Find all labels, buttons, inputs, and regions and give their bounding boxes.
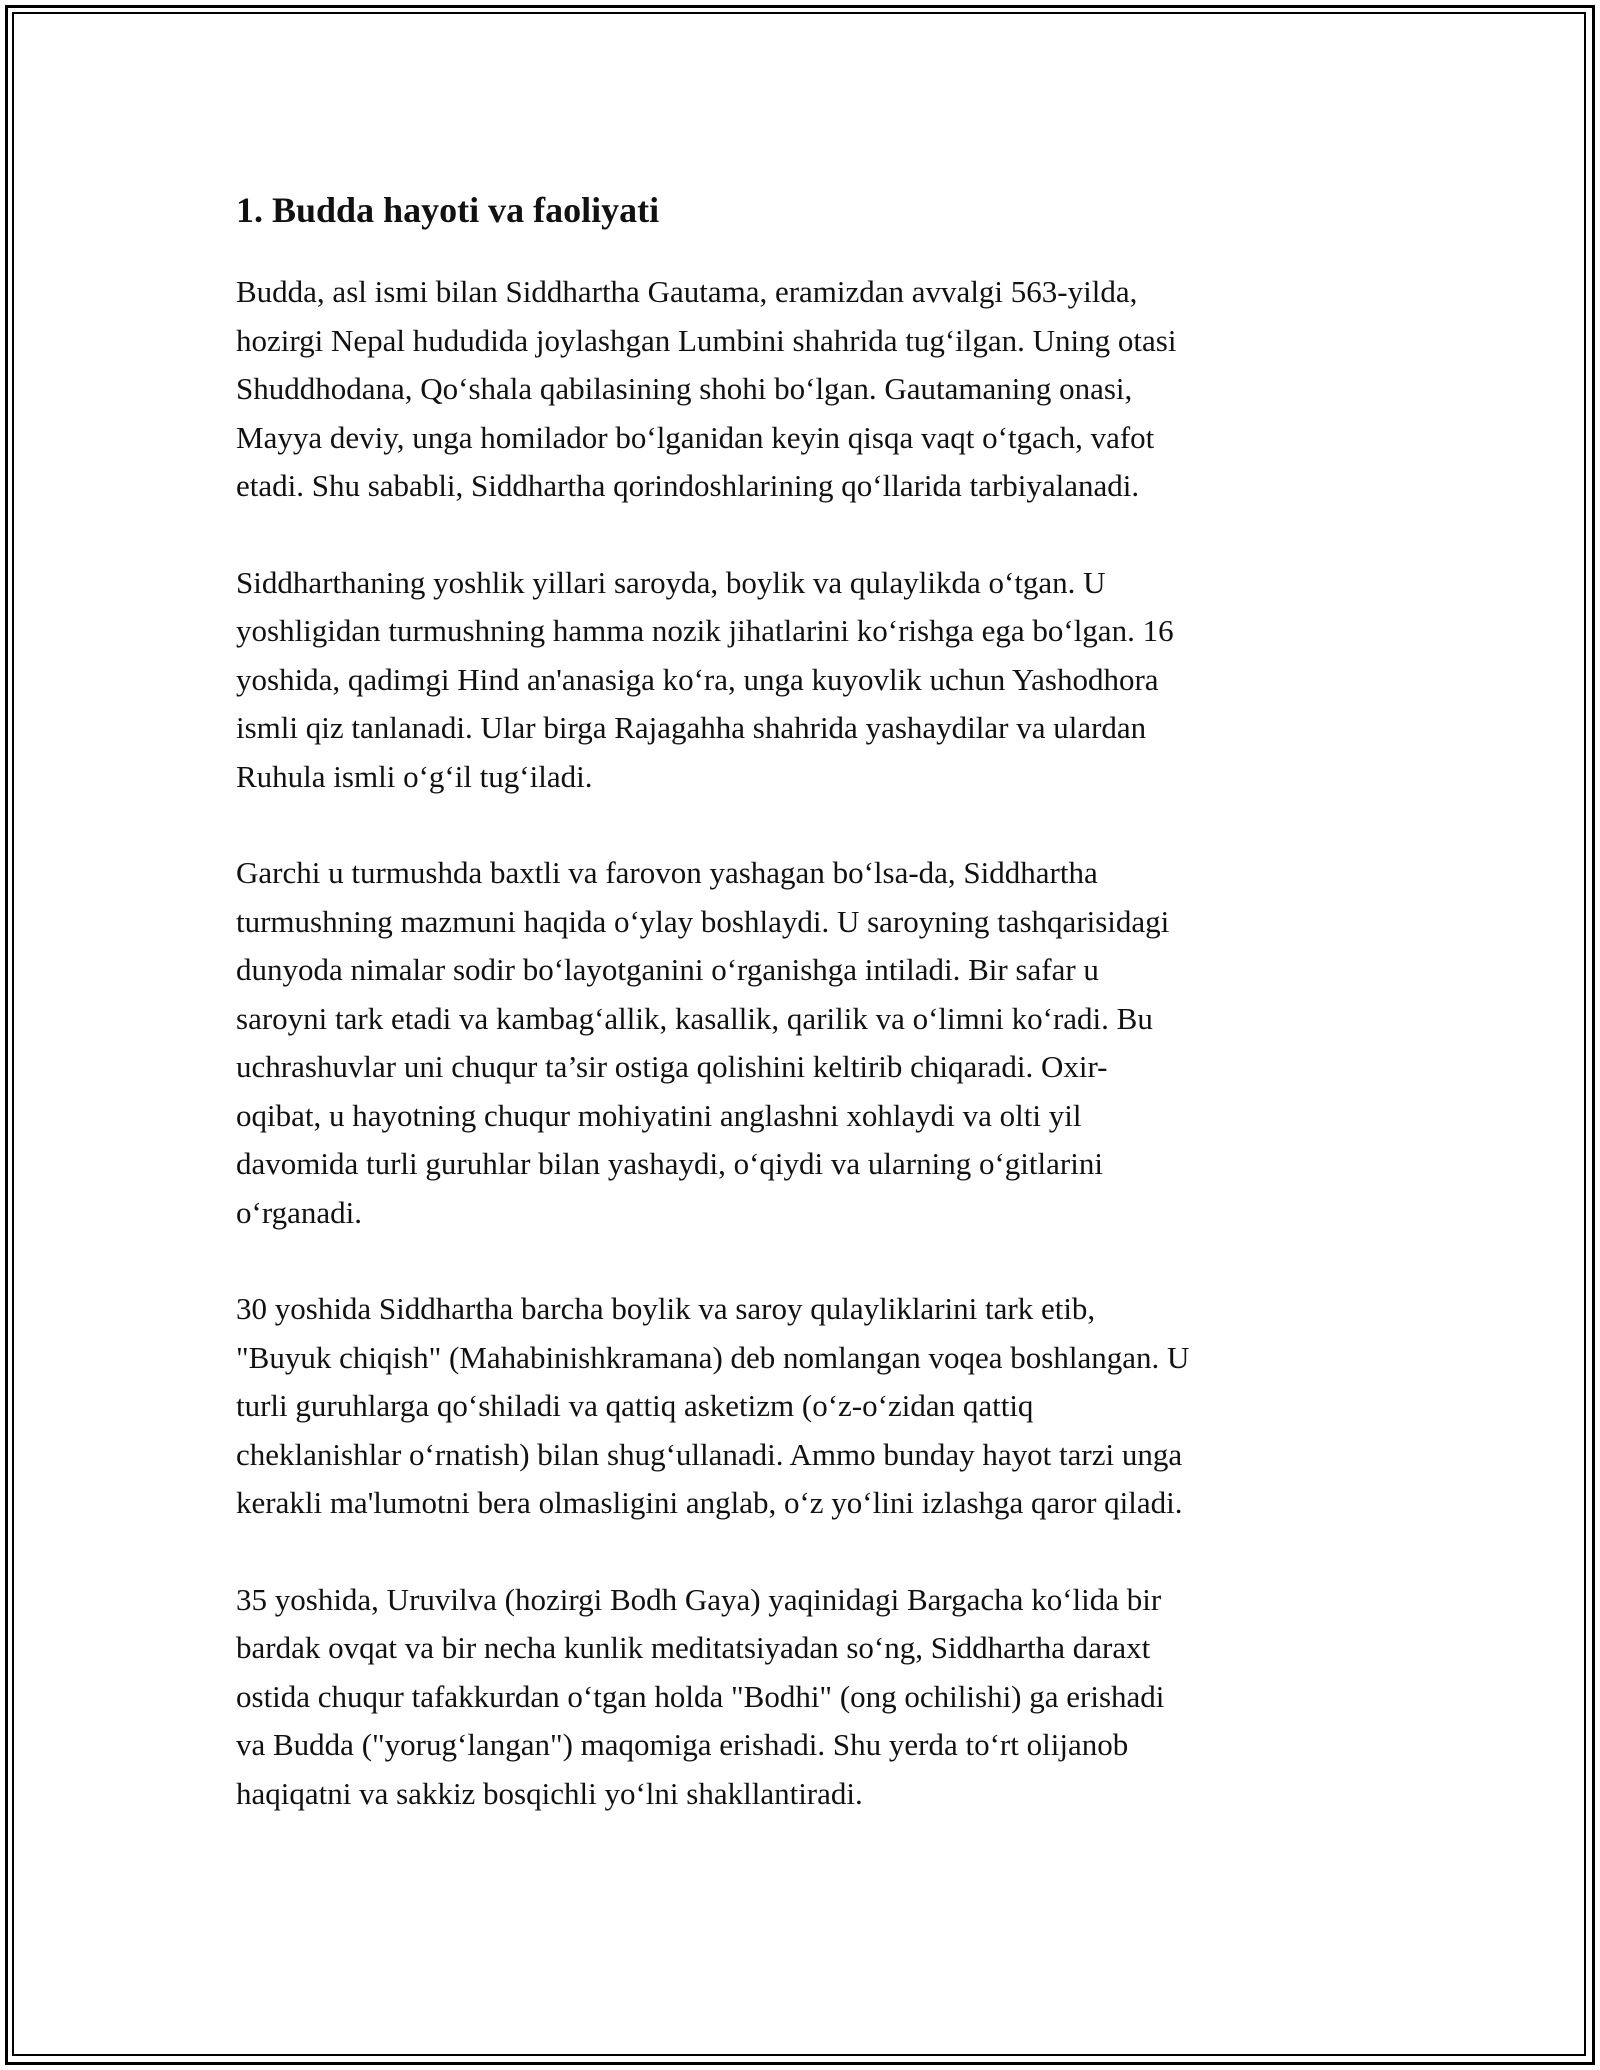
- text-line: Budda, asl ismi bilan Siddhartha Gautama, eramizdan avvalgi 563-yilda,: [236, 274, 1138, 309]
- text-line: uchrashuvlar uni chuqur ta’sir ostiga qolishini keltirib chiqaradi. Oxir-: [236, 1049, 1108, 1084]
- text-line: "Buyuk chiqish" (Mahabinishkramana) deb nomlangan voqea boshlangan. U: [236, 1339, 1190, 1375]
- text-line: Ruhula ismli o‘g‘il tug‘iladi.: [236, 758, 593, 794]
- text-line: ostida chuqur tafakkurdan o‘tgan holda "Bodhi" (ong ochilishi) ga erishadi: [236, 1678, 1165, 1714]
- paragraph-2: [236, 559, 1376, 802]
- text-line: 30 yoshida Siddhartha barcha boylik va saroy qulayliklarini tark etib,: [236, 1291, 1096, 1326]
- text-line: turmushning mazmuni haqida o‘ylay boshlaydi. U saroyning tashqarisidagi: [236, 903, 1170, 939]
- section-heading: 1. Budda hayoti va faoliyati: [236, 190, 660, 230]
- text-line: davomida turli guruhlar bilan yashaydi, o‘qiydi va ularning o‘gitlarini: [236, 1146, 1103, 1181]
- text-line: bardak ovqat va bir necha kunlik meditatsiyadan so‘ng, Siddhartha daraxt: [236, 1630, 1151, 1665]
- text-line: dunyoda nimalar sodir bo‘layotganini o‘rganishga intiladi. Bir safar u: [236, 952, 1099, 987]
- text-line: oqibat, u hayotning chuqur mohiyatini anglashni xohlaydi va olti yil: [236, 1097, 1082, 1133]
- paragraph-1: [236, 268, 1376, 511]
- text-line: va Budda ("yorug‘langan") maqomiga erishadi. Shu yerda to‘rt olijanob: [236, 1727, 1129, 1762]
- text-line: turli guruhlarga qo‘shiladi va qattiq asketizm (o‘z-o‘zidan qattiq: [236, 1388, 1034, 1423]
- text-line: saroyni tark etadi va kambag‘allik, kasallik, qarilik va o‘limni ko‘radi. Bu: [236, 1000, 1153, 1036]
- text-line: ismli qiz tanlanadi. Ular birga Rajagahha shahrida yashaydilar va ulardan: [236, 710, 1147, 745]
- text-line: o‘rganadi.: [236, 1194, 362, 1230]
- text-line: hozirgi Nepal hududida joylashgan Lumbini shahrida tug‘ilgan. Uning otasi: [236, 322, 1177, 358]
- text-line: yoshligidan turmushning hamma nozik jihatlarini ko‘rishga ega bo‘lgan. 16: [236, 613, 1174, 648]
- text-line: haqiqatni va sakkiz bosqichli yo‘lni shakllantiradi.: [236, 1775, 863, 1811]
- text-line: Garchi u turmushda baxtli va farovon yashagan bo‘lsa-da, Siddhartha: [236, 855, 1098, 890]
- document-body: [236, 186, 1376, 1866]
- text-line: yoshida, qadimgi Hind an'anasiga ko‘ra, unga kuyovlik uchun Yashodhora: [236, 661, 1159, 697]
- text-line: cheklanishlar o‘rnatish) bilan shug‘ullanadi. Ammo bunday hayot tarzi unga: [236, 1436, 1183, 1472]
- text-line: Shuddhodana, Qo‘shala qabilasining shohi bo‘lgan. Gautamaning onasi,: [236, 371, 1133, 406]
- text-line: Siddharthaning yoshlik yillari saroyda, boylik va qulaylikda o‘tgan. U: [236, 564, 1106, 600]
- text-line: kerakli ma'lumotni bera olmasligini anglab, o‘z yo‘lini izlashga qaror qiladi.: [236, 1485, 1183, 1520]
- paragraph-3: [236, 849, 1376, 1237]
- paragraph-5: [236, 1576, 1376, 1819]
- paragraph-4: [236, 1285, 1376, 1528]
- text-line: 35 yoshida, Uruvilva (hozirgi Bodh Gaya) yaqinidagi Bargacha ko‘lida bir: [236, 1581, 1162, 1617]
- text-line: Mayya deviy, unga homilador bo‘lganidan keyin qisqa vaqt o‘tgach, vafot: [236, 419, 1155, 455]
- text-line: etadi. Shu sababli, Siddhartha qorindoshlarining qo‘llarida tarbiyalanadi.: [236, 468, 1140, 503]
